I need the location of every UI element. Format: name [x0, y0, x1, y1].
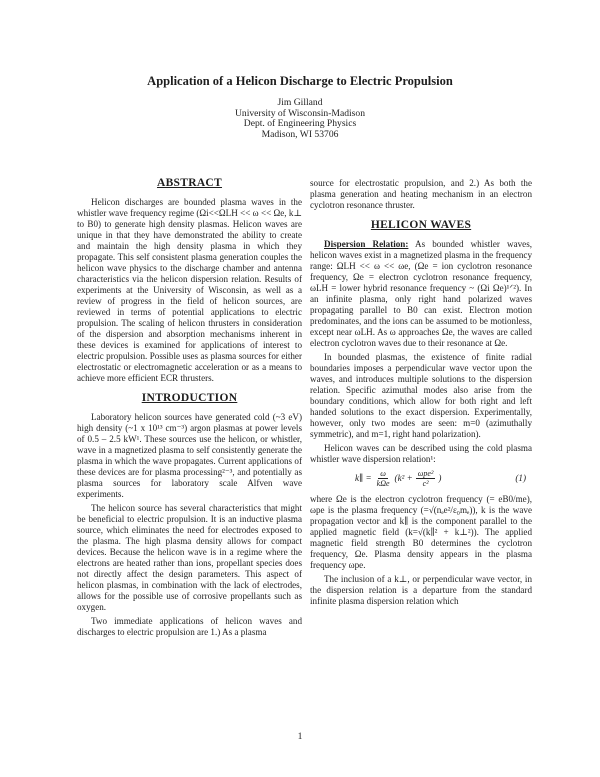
helicon-paragraph-3: Helicon waves can be described using the cold plasma whistler wave dispersion relation¹: [310, 443, 532, 464]
author-block [0, 98, 600, 140]
right-column [310, 178, 532, 610]
eq-numerator-1: ω [380, 469, 386, 478]
intro-paragraph-2: The helicon source has several characteristics that might be beneficial to electric propulsion. It is an inductive plasma source, which eliminates the need for electrodes exposed to the plasma. The high plasma density allows for compact devices. Because the helicon wave is in a regime where the electrons are heated rather than ions, propellant species does not directly affect the design parameters. This aspect of helicon plasmas, in combination with the lack of electrodes, allows for the possible use of corrosive propellants such as oxygen. [77, 503, 302, 612]
left-column [77, 178, 302, 641]
helicon-paragraph-4: where Ωe is the electron cyclotron frequency (= eB0/me), ωpe is the plasma frequency (=√(nₑe²/ε₀mₑ)), k is the wave propagation vector and k∥ is the component parallel to the applied magnetic field (k=√(k∥² + k⊥²)). The applied magnetic field strength B0 determines the cyclotron frequency, Ωe. Plasma density appears in the plasma frequency ωpe. [310, 494, 532, 570]
intro-paragraph-3: Two immediate applications of helicon waves and discharges to electric propulsion are 1.) As a plasma [77, 616, 302, 637]
intro-paragraph-1: Laboratory helicon sources have generated cold (~3 eV) high density (~1 x 10¹³ cm⁻³) argon plasmas at power levels of 0.5 – 2.5 kW¹. These sources use the helicon, or whistler, wave in a magnetized plasma to self consistently generate the plasma in which the wave propagates. Current applications of these devices are for plasma processing²⁻³, and potentially as plasma sources for laboratory scale Alfven wave experiments. [77, 412, 302, 499]
paper-title: Application of a Helicon Discharge to Electric Propulsion [147, 74, 453, 88]
equation-label: (1) [515, 473, 526, 483]
eq-close: ) [438, 473, 442, 483]
eq-lhs: k∥ = [355, 473, 372, 483]
helicon-paragraph-2: In bounded plasmas, the existence of finite radial boundaries imposes a perpendicular wave vector upon the waves, and introduces multiple solutions to the dispersion relation. Specific azimuthal modes also arise from the boundary conditions, which allow for both right and left handed solutions to the exact dispersion. Experimentally, however, only two modes are seen: m=0 (azimuthally symmetric), and m=1, right hand polarization). [310, 352, 532, 439]
eq-fraction-1 [375, 469, 392, 488]
dispersion-text: As bounded whistler waves, helicon waves exist in a magnetized plasma in the frequency range: ΩLH << ω << ωe, (Ωe = ion cyclotron resonance frequency, Ωe = electron cyclotron resonance frequency, ωLH = lower hybrid resonance frequency ~ (Ωi Ωe)¹ᐟ²). In an infinite plasma, only right hand polarized waves propagating parallel to B0 can exist. Electron motion predominates, and the ions can be assumed to be motionless, except near ωLH. As ω approaches Ωe, the waves are called electron cyclotron waves due to their resonance at Ωe. [310, 239, 533, 348]
author-location: Madison, WI 53706 [261, 128, 339, 140]
helicon-heading: HELICON WAVES [370, 219, 472, 231]
eq-fraction-2 [416, 469, 436, 488]
equation-body [355, 469, 441, 488]
author-name: Jim Gilland [277, 97, 323, 108]
dispersion-paragraph [310, 239, 532, 349]
author-affiliation: University of Wisconsin-Madison [234, 107, 365, 119]
abstract-paragraph: Helicon discharges are bounded plasma waves in the whistler wave frequency regime (Ωi<<ΩLH << ω << Ωe, k⊥ to B0) to generate high density plasmas. Helicon waves are unique in that they have demonstrated the ability to create and maintain the high density plasma in which they propagate. This self consistent plasma generation couples the helicon wave physics to the discharge chamber and antenna characteristics via the helicon dispersion relation. Results of experiments at the University of Wisconsin, as well as a review of progress in the field of helicon sources, are reviewed in terms of potential applications to electric propulsion. The scaling of helicon thrusters in consideration of the dispersion and absorption mechanisms inherent in these devices is examined for applications of interest to electric propulsion. Possible uses as plasma sources for either electrostatic or electromagnetic acceleration or as a means to achieve more efficient ECR thrusters. [77, 197, 302, 383]
eq-denominator-2: c² [422, 479, 429, 488]
page-number: 1 [297, 731, 303, 742]
author-dept: Dept. of Engineering Physics [243, 118, 357, 129]
eq-numerator-2: ωpe² [417, 469, 434, 478]
abstract-heading: ABSTRACT [156, 177, 223, 189]
intro-continuation: source for electrostatic propulsion, and 2.) As both the plasma generation and heating mechanism in an electron cyclotron resonance thruster. [310, 178, 532, 210]
eq-denominator-1: kΩe [376, 479, 390, 488]
helicon-paragraph-5: The inclusion of a k⊥, or perpendicular wave vector, in the dispersion relation is a departure from the standard infinite plasma dispersion relation which [310, 574, 532, 606]
introduction-heading: INTRODUCTION [141, 392, 238, 404]
equation-1 [310, 469, 532, 488]
dispersion-runin: Dispersion Relation: [324, 239, 409, 249]
eq-mid: (k² + [394, 473, 413, 483]
